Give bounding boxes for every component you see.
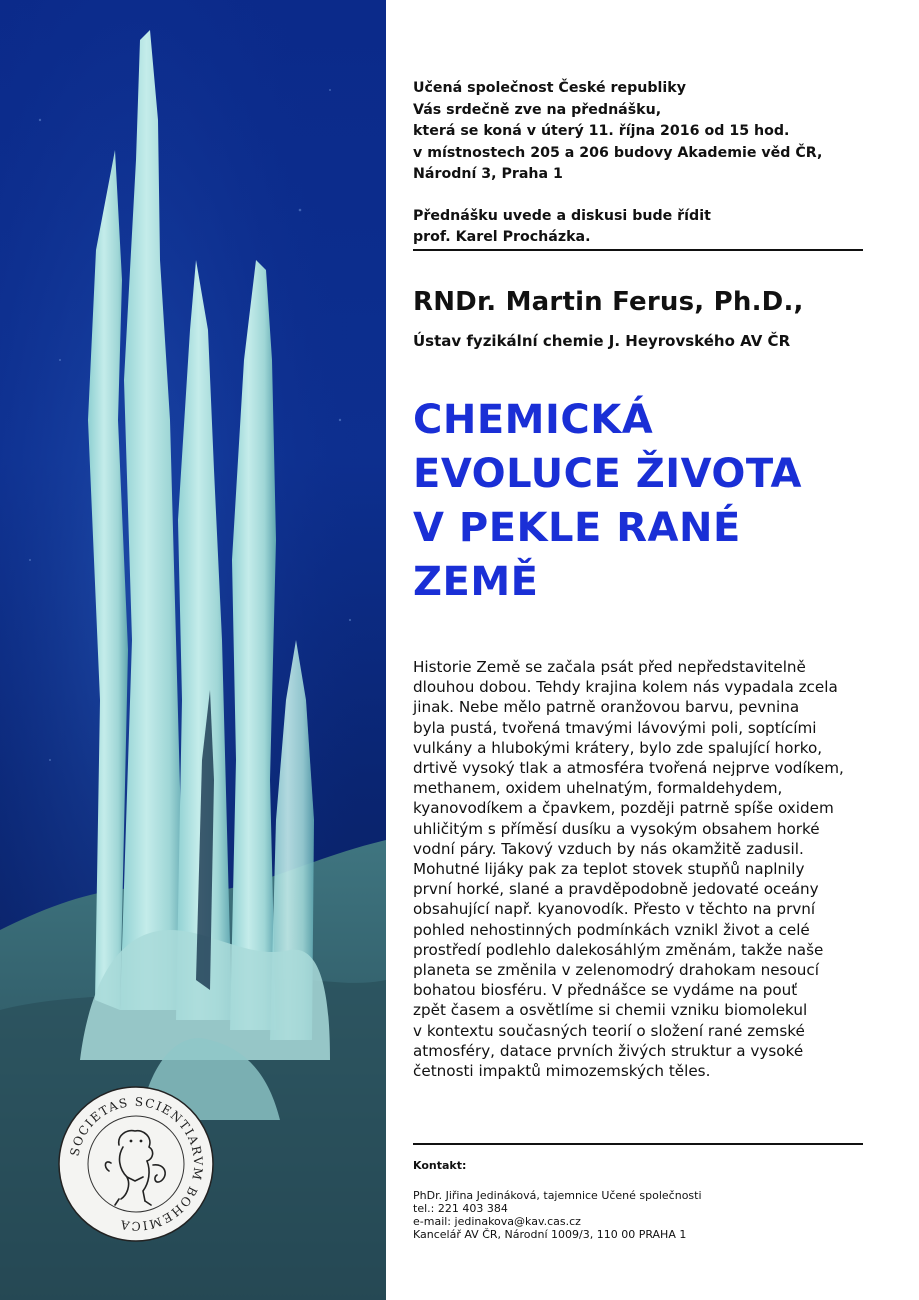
contact-block [413, 1189, 863, 1241]
abstract-line: vodní páry. Takový vzduch by nás okamžitě zadusil. [413, 839, 804, 858]
abstract-line: vulkány a hlubokými krátery, bylo zde spalující horko, [413, 738, 823, 757]
abstract-line: první horké, slané a pravděpodobně jedovaté oceány [413, 880, 819, 899]
abstract-line: obsahující např. kyanovodík. Přesto v těchto na první [413, 900, 816, 919]
title-line: ZEMĚ [413, 559, 539, 605]
venue-line: v místnostech 205 a 206 budovy Akademie věd ČR, [413, 144, 823, 161]
abstract-line: pohled nehostinných podmínkách vznikl život a celé [413, 920, 810, 939]
lecture-title [413, 393, 873, 609]
title-line: V PEKLE RANÉ [413, 505, 741, 551]
abstract-line: methanem, oxidem uhelnatým, formaldehydem, [413, 779, 783, 798]
title-line: CHEMICKÁ [413, 397, 654, 443]
abstract-line: planeta se změnila v zelenomodrý drahokam nesoucí [413, 961, 819, 980]
bottom-divider [413, 1143, 863, 1145]
abstract-line: Mohutné lijáky pak za teplot stovek stupňů naplnily [413, 860, 805, 879]
moderator-line-2: prof. Karel Procházka. [413, 229, 591, 245]
contact-heading: Kontakt: [413, 1159, 467, 1172]
abstract-line: byla pustá, tvořená tmavými lávovými poli, soptícími [413, 718, 817, 737]
abstract-line: Historie Země se začala psát před nepředstavitelně [413, 658, 806, 676]
abstract-line: uhličitým s příměsí dusíku a vysokým obsahem horké [413, 819, 820, 838]
title-line: EVOLUCE ŽIVOTA [413, 451, 803, 497]
moderator-line-1: Přednášku uvede a diskusi bude řídit [413, 207, 711, 224]
abstract-line: bohatou biosféru. V přednášce se vydáme na pouť [413, 981, 798, 1000]
top-divider [413, 249, 863, 251]
contact-phone: tel.: 221 403 384 [413, 1202, 508, 1215]
speaker-name: RNDr. Martin Ferus, Ph.D., [413, 287, 804, 317]
abstract-line: jinak. Nebe mělo patrně oranžovou barvu, pevnina [413, 698, 800, 717]
invite-line: Vás srdečně zve na přednášku, [413, 101, 662, 118]
abstract-line: prostředí podlehlo dalekosáhlým změnám, takže naše [413, 940, 824, 959]
date-line: která se koná v úterý 11. října 2016 od 15 hod. [413, 123, 790, 139]
abstract-line: četnosti impaktů mimozemských těles. [413, 1062, 711, 1081]
abstract-line: v kontextu současných teorií o složení rané zemské [413, 1021, 805, 1040]
seal-text: SOCIETAS SCIENTIARVM BOHEMICA [67, 1094, 206, 1234]
contact-email[interactable]: e-mail: jedinakova@kav.cas.cz [413, 1215, 581, 1228]
abstract-line: drtivě vysoký tlak a atmosféra tvořená nejprve vodíkem, [413, 759, 844, 778]
lecture-abstract [413, 657, 863, 1081]
abstract-line: zpět časem a osvětlíme si chemii vzniku biomolekul [413, 1001, 808, 1020]
address-line: Národní 3, Praha 1 [413, 166, 563, 182]
speaker-institute: Ústav fyzikální chemie J. Heyrovského AV ČR [413, 332, 791, 350]
contact-office: Kancelář AV ČR, Národní 1009/3, 110 00 PRAHA 1 [413, 1228, 687, 1241]
society-seal-logo [57, 1085, 215, 1243]
society-name: Učená společnost České republiky [413, 80, 686, 96]
invitation-block [413, 78, 863, 249]
abstract-line: atmosféry, datace prvních živých struktur a vysoké [413, 1041, 804, 1060]
abstract-line: dlouhou dobou. Tehdy krajina kolem nás vypadala zcela [413, 678, 838, 697]
abstract-line: kyanovodíkem a čpavkem, později patrně spíše oxidem [413, 799, 834, 818]
contact-person: PhDr. Jiřina Jedináková, tajemnice Učené společnosti [413, 1189, 702, 1202]
